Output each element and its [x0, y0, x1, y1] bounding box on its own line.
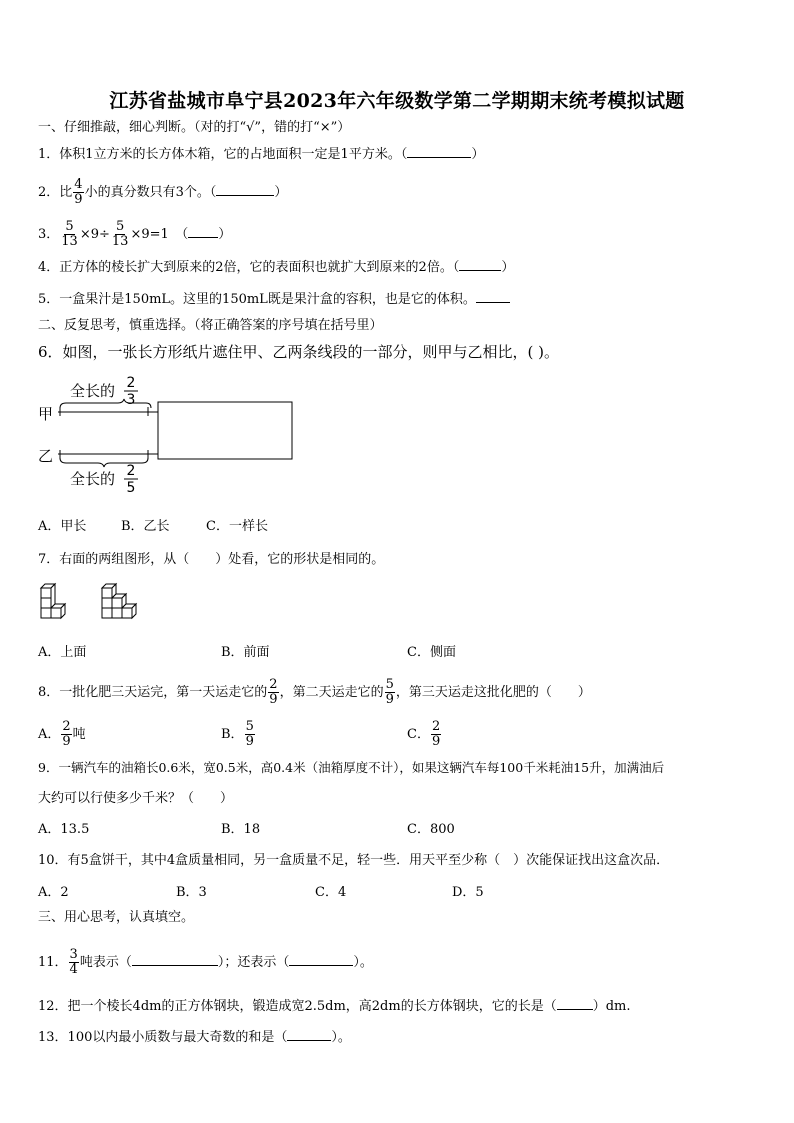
- question-4: 4．正方体的棱长扩大到原来的2倍，它的表面积也就扩大到原来的2倍。（ ）: [38, 260, 515, 275]
- cube-group-2: [102, 584, 136, 618]
- top-numerator: 2: [126, 375, 136, 391]
- yi-label: 乙: [38, 447, 54, 465]
- section-3-heading: 三、用心思考，认真填空。: [38, 910, 195, 925]
- question-6: 6．如图，一张长方形纸片遮住甲、乙两条线段的一部分，则甲与乙相比，( )。: [38, 343, 560, 361]
- top-brace: [60, 399, 151, 408]
- jia-label: 甲: [38, 405, 54, 423]
- bottom-numerator: 2: [126, 463, 136, 479]
- question-1: 1．体积1立方米的长方体木箱，它的占地面积一定是1平方米。（ ）: [38, 147, 485, 162]
- answer-blank[interactable]: [407, 145, 471, 158]
- question-13: 13．100以内最小质数与最大奇数的和是（ ）。: [38, 1030, 351, 1045]
- question-9-line-1: 9．一辆汽车的油箱长0.6米，宽0.5米，高0.4米（油箱厚度不计），如果这辆汽车每100千米耗油15升，加满油后: [38, 760, 665, 775]
- q7-option-b[interactable]: B．前面: [221, 645, 270, 660]
- question-2: 2．比 $\frac{4}{9}$ 小的真分数只有3个。（ ）: [38, 177, 288, 207]
- fraction: $\frac{5}{9}$: [385, 677, 394, 707]
- q9-option-c[interactable]: C．800: [407, 822, 455, 837]
- question-10: 10．有5盒饼干，其中4盒质量相同，另一盒质量不足，轻一些．用天平至少称（ ）次能保证找出这盒次品．: [38, 853, 670, 868]
- question-11: 11． $\frac{3}{4}$ 吨表示（ ）；还表示（ ）。: [38, 947, 373, 977]
- q6-option-b[interactable]: B．乙长: [121, 519, 170, 534]
- q9-option-b[interactable]: B．18: [221, 822, 261, 837]
- answer-blank[interactable]: [132, 953, 218, 966]
- answer-blank[interactable]: [188, 225, 218, 238]
- q6-figure: [36, 370, 306, 500]
- answer-blank[interactable]: [287, 1028, 331, 1041]
- top-denominator: 3: [126, 392, 136, 408]
- bottom-denominator: 5: [126, 480, 136, 496]
- answer-blank[interactable]: [476, 290, 510, 303]
- cube-group-1: [41, 584, 65, 618]
- bottom-label: 全长的: [70, 470, 116, 488]
- q10-option-d[interactable]: D．5: [452, 885, 484, 900]
- fraction: $\frac{3}{4}$: [69, 947, 78, 977]
- answer-blank[interactable]: [216, 183, 274, 196]
- question-8: 8．一批化肥三天运完，第一天运走它的 $\frac{2}{9}$ ，第二天运走它的 $\frac{5}{9}$ ，第三天运走这批化肥的（ ）: [38, 677, 591, 707]
- section-2-heading: 二、反复思考，慎重选择。（将正确答案的序号填在括号里）: [38, 318, 383, 333]
- answer-blank[interactable]: [289, 953, 353, 966]
- q8-option-b[interactable]: B． $\frac{5}{9}$: [221, 719, 254, 749]
- q6-option-a[interactable]: A．甲长: [38, 519, 87, 534]
- covering-rectangle: [158, 402, 292, 459]
- q7-option-c[interactable]: C．侧面: [407, 645, 456, 660]
- section-1-heading: 一、仔细推敲，细心判断。（对的打“√”，错的打“×”）: [38, 120, 351, 135]
- fraction: $\frac{5}{13}$: [111, 219, 129, 249]
- q10-option-c[interactable]: C．4: [315, 885, 347, 900]
- question-5: 5．一盒果汁是150mL。这里的150mL既是果汁盒的容积，也是它的体积。: [38, 290, 510, 310]
- question-7: 7．右面的两组图形，从（ ）处看，它的形状是相同的。: [38, 552, 385, 567]
- q6-option-c[interactable]: C．一样长: [206, 519, 268, 534]
- fraction: $\frac{2}{9}$: [62, 719, 71, 749]
- fraction: $\frac{2}{9}$: [269, 677, 278, 707]
- fraction: $\frac{5}{9}$: [245, 719, 254, 749]
- answer-blank[interactable]: [459, 258, 501, 271]
- fraction: $\frac{4}{9}$: [74, 177, 83, 207]
- q7-cube-figures: [38, 582, 148, 628]
- q7-option-a[interactable]: A．上面: [38, 645, 87, 660]
- q8-option-c[interactable]: C． $\frac{2}{9}$: [407, 719, 441, 749]
- q9-option-a[interactable]: A．13.5: [38, 822, 90, 837]
- fraction: $\frac{5}{13}$: [61, 219, 78, 249]
- top-label: 全长的: [70, 382, 116, 400]
- q10-option-b[interactable]: B．3: [176, 885, 207, 900]
- q8-option-a[interactable]: A． $\frac{2}{9}$ 吨: [38, 719, 86, 749]
- answer-blank[interactable]: [557, 997, 593, 1010]
- fraction: $\frac{2}{9}$: [431, 719, 441, 749]
- question-12: 12．把一个棱长4dm的正方体钢块，锻造成宽2.5dm，高2dm的长方体钢块，它的长是（ ）dm.: [38, 999, 631, 1014]
- question-9-line-2: 大约可以行使多少千米？（ ）: [38, 791, 234, 806]
- question-3: 3． $\frac{5}{13}$ ×9÷ $\frac{5}{13}$ ×9=1 （ ）: [38, 219, 232, 249]
- page-title: 江苏省盐城市阜宁县2023年六年级数学第二学期期末统考模拟试题: [109, 90, 685, 112]
- q10-option-a[interactable]: A．2: [38, 885, 69, 900]
